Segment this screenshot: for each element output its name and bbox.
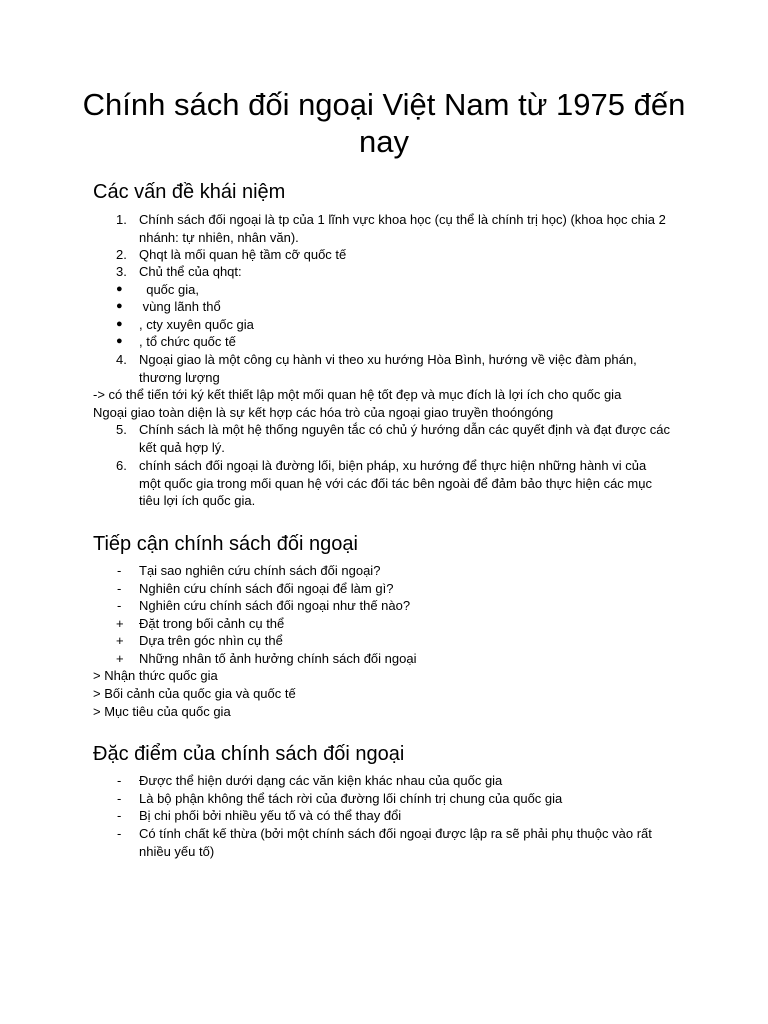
list-item: , tổ chức quốc tế xyxy=(139,334,236,349)
list-item: Có tính chất kế thừa (bởi một chính sách đối ngoại được lập ra sẽ phải phụ thuộc vào rất nhiều yếu tố) xyxy=(139,826,652,859)
list-marker: 6. xyxy=(116,458,127,473)
list-marker: - xyxy=(117,791,122,806)
list-item: Qhqt là mối quan hệ tầm cỡ quốc tế xyxy=(139,247,347,262)
list-item: , cty xuyên quốc gia xyxy=(139,317,254,332)
note-line: > Bối cảnh của quốc gia và quốc tế xyxy=(93,686,296,701)
list-marker: - xyxy=(117,563,122,578)
list-item: Dựa trên góc nhìn cụ thể xyxy=(139,633,283,648)
list-item: Tại sao nghiên cứu chính sách đối ngoại? xyxy=(139,563,381,578)
bullet-marker: ● xyxy=(116,300,123,312)
section-heading-approach: Tiếp cận chính sách đối ngoại xyxy=(93,533,358,555)
list-marker: - xyxy=(117,826,122,841)
list-item: Những nhân tố ảnh hưởng chính sách đối ngoại xyxy=(139,651,417,666)
list-item: Được thể hiện dưới dạng các văn kiện khác nhau của quốc gia xyxy=(139,773,503,788)
list-item: Đặt trong bối cảnh cụ thể xyxy=(139,616,285,631)
list-item: Là bộ phận không thể tách rời của đường lối chính trị chung của quốc gia xyxy=(139,791,563,806)
list-item: Bị chi phối bởi nhiều yếu tố và có thể thay đổi xyxy=(139,808,402,823)
list-marker: - xyxy=(117,581,122,596)
list-item: Ngoại giao là một công cụ hành vi theo xu hướng Hòa Bình, hướng về việc đàm phán, thương lượng xyxy=(139,352,637,385)
list-item: vùng lãnh thổ xyxy=(139,299,221,314)
note-line: -> có thể tiến tới ký kết thiết lập một mối quan hệ tốt đẹp và mục đích là lợi ích cho quốc gia xyxy=(93,387,622,402)
list-marker: 3. xyxy=(116,264,127,279)
note-line: > Nhận thức quốc gia xyxy=(93,668,218,683)
list-item: Chủ thể của qhqt: xyxy=(139,264,242,279)
note-line: Ngoại giao toàn diện là sự kết hợp các hóa trò của ngoại giao truyền thoóngóng xyxy=(93,405,554,420)
list-marker: 4. xyxy=(116,352,127,367)
list-item: Chính sách là một hệ thống nguyên tắc có chủ ý hướng dẫn các quyết định và đạt được các kết quả hợp lý. xyxy=(139,422,670,455)
list-marker: 1. xyxy=(116,212,127,227)
list-marker: + xyxy=(116,616,124,631)
list-item: quốc gia, xyxy=(139,282,199,297)
list-marker: 2. xyxy=(116,247,127,262)
list-item: Chính sách đối ngoại là tp của 1 lĩnh vực khoa học (cụ thể là chính trị học) (khoa học chia 2 nhánh: tự nhiên, nhân văn). xyxy=(139,212,666,245)
list-marker: - xyxy=(117,773,122,788)
list-marker: + xyxy=(116,651,124,666)
list-marker: + xyxy=(116,633,124,648)
list-marker: 5. xyxy=(116,422,127,437)
bullet-marker: ● xyxy=(116,335,123,347)
note-line: > Mục tiêu của quốc gia xyxy=(93,704,231,719)
page-title: Chính sách đối ngoại Việt Nam từ 1975 đến nay xyxy=(82,87,686,159)
list-item: chính sách đối ngoại là đường lối, biện pháp, xu hướng để thực hiện những hành vi của một quốc gia trong mối quan hệ với các đối tác bên ngoài để đảm bảo thực hiện các mục tiêu lợi ích quốc gia. xyxy=(139,458,652,508)
list-item: Nghiên cứu chính sách đối ngoại để làm gì? xyxy=(139,581,394,596)
list-marker: - xyxy=(117,808,122,823)
section-heading-characteristics: Đặc điểm của chính sách đối ngoại xyxy=(93,743,405,765)
list-item: Nghiên cứu chính sách đối ngoại như thế nào? xyxy=(139,598,411,613)
bullet-marker: ● xyxy=(116,283,123,295)
section-heading-concepts: Các vấn đề khái niệm xyxy=(93,181,286,203)
list-marker: - xyxy=(117,598,122,613)
bullet-marker: ● xyxy=(116,318,123,330)
